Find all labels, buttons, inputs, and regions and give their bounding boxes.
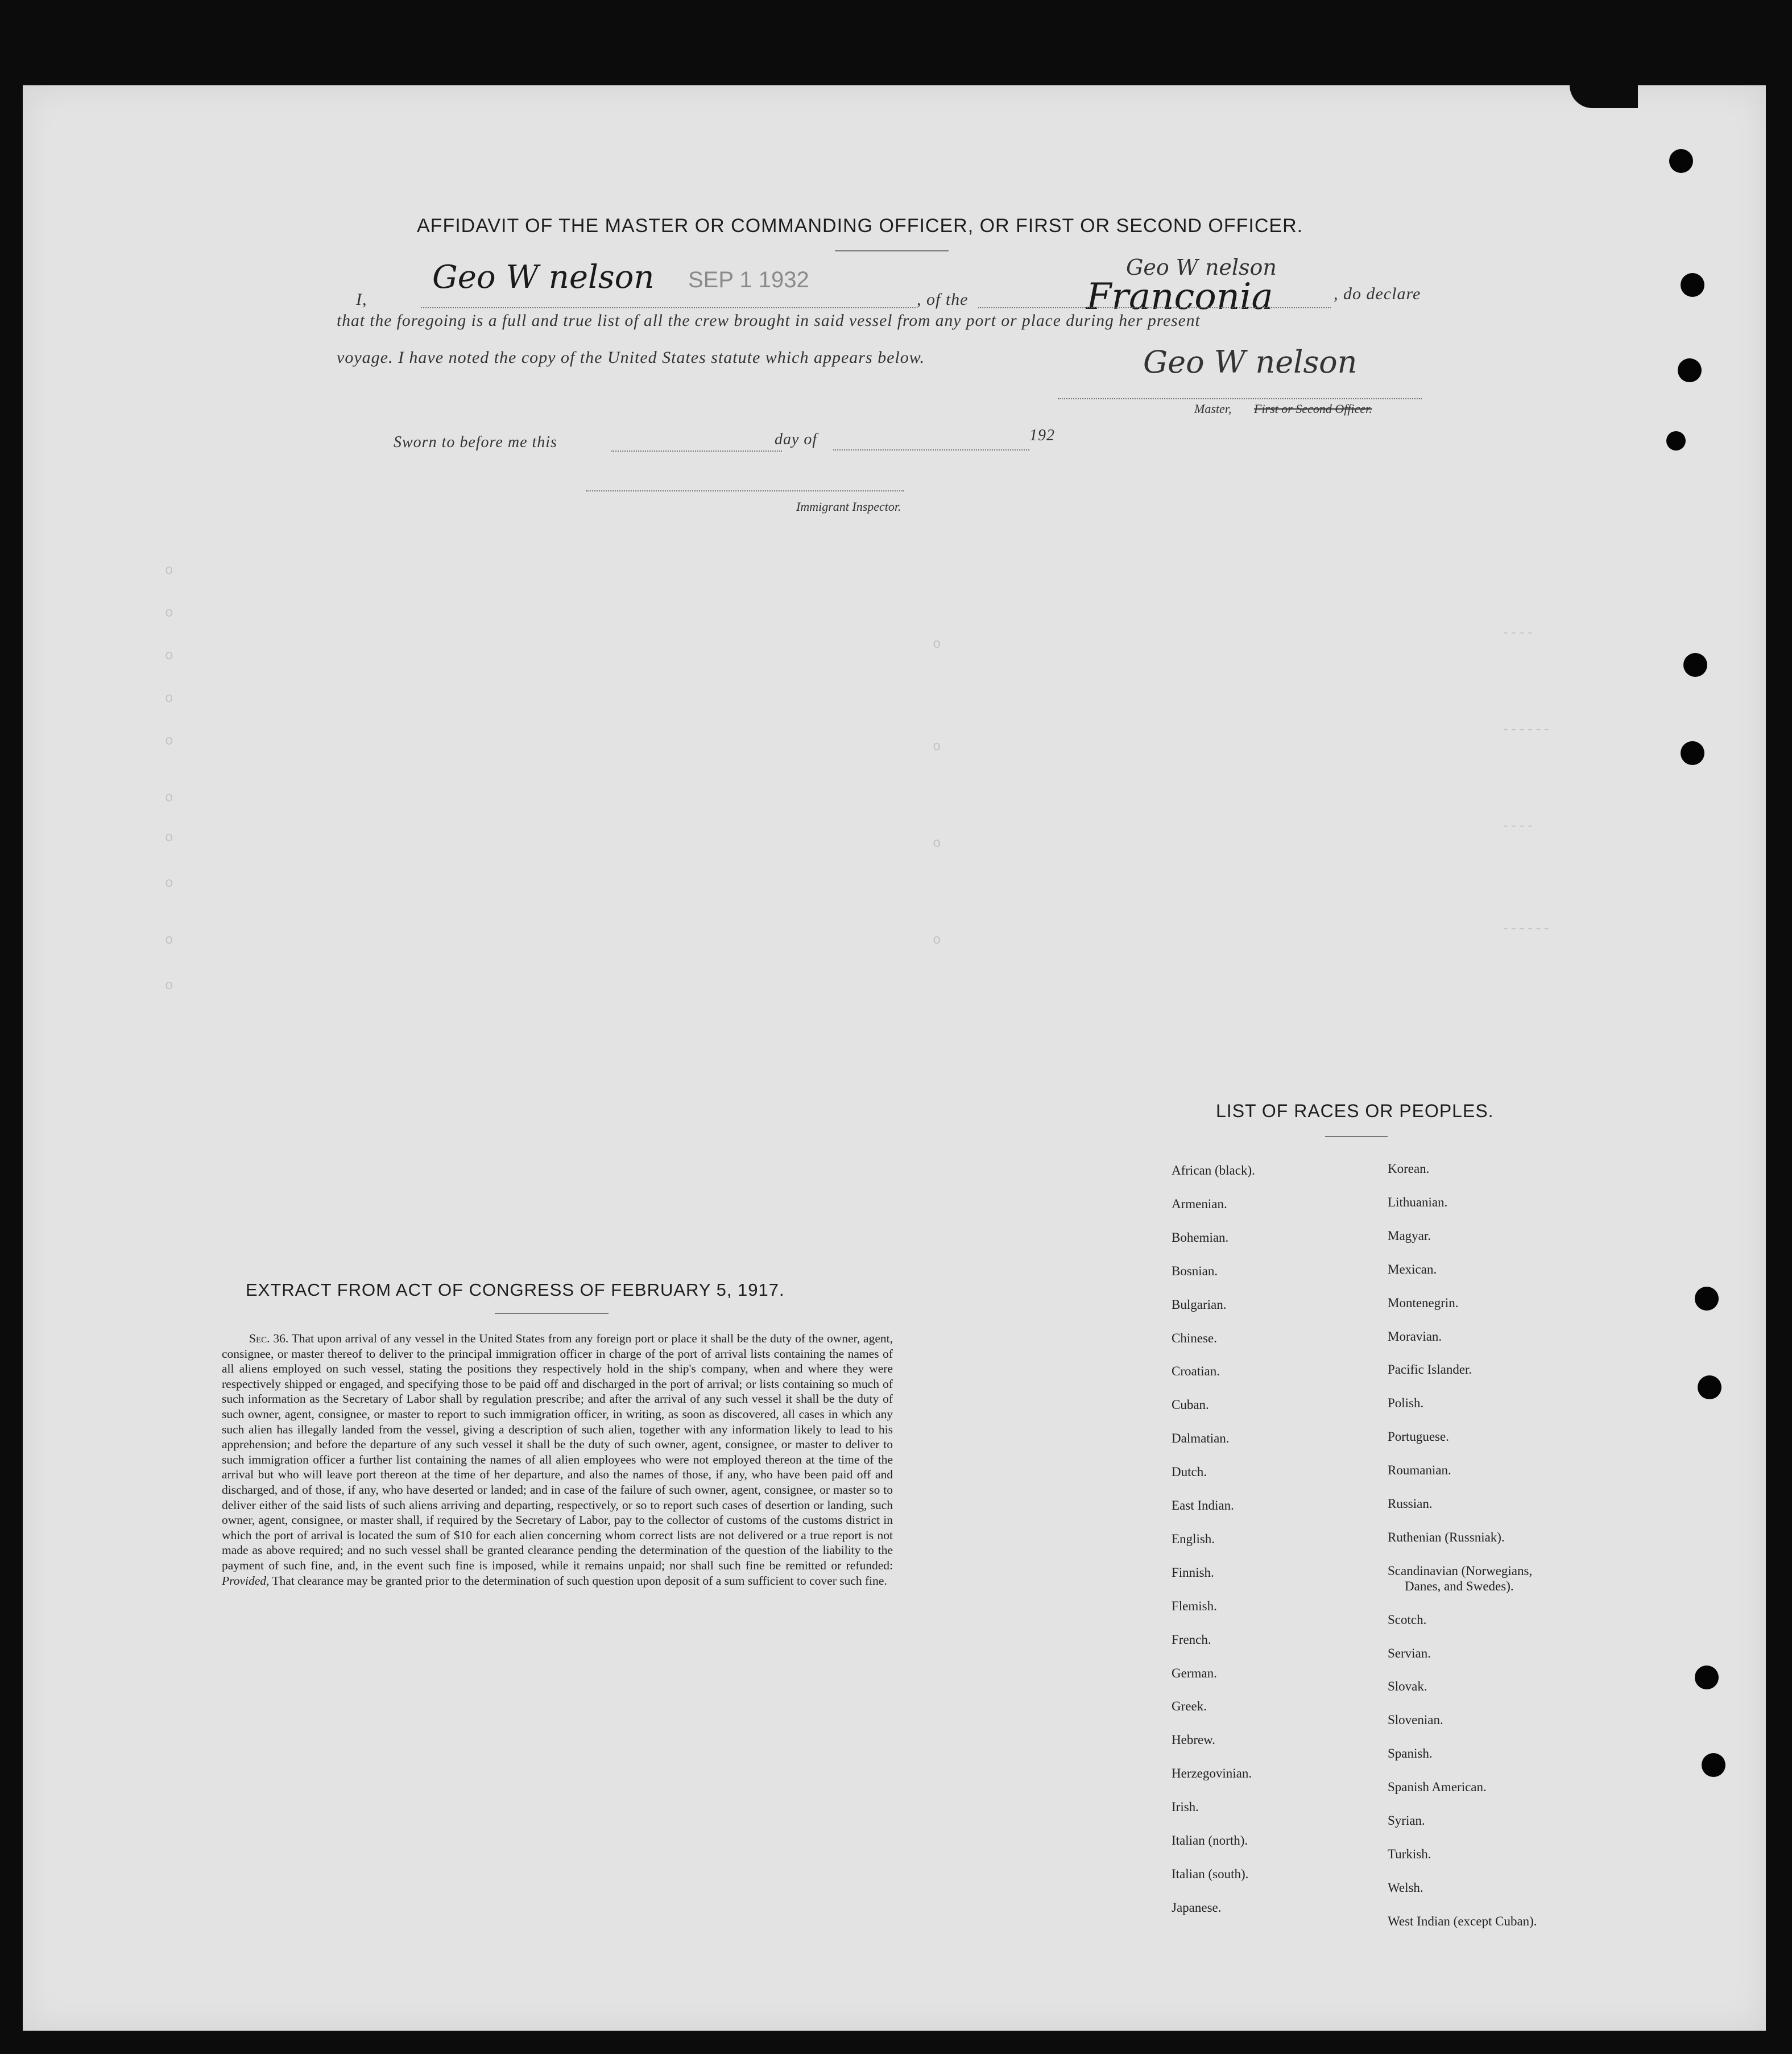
race-item: French.	[1172, 1632, 1211, 1647]
race-item: Pacific Islander.	[1388, 1362, 1472, 1377]
sworn-day-line	[611, 451, 782, 452]
race-item: Magyar.	[1388, 1228, 1431, 1243]
race-item: Spanish.	[1388, 1746, 1433, 1761]
sworn-day-label: day of	[775, 431, 818, 448]
inspector-label: Immigrant Inspector.	[796, 499, 901, 514]
punch-hole	[1681, 741, 1704, 765]
race-item: Flemish.	[1172, 1598, 1217, 1613]
race-item: Syrian.	[1388, 1813, 1425, 1828]
name-line	[421, 307, 916, 308]
punch-hole	[1678, 358, 1702, 382]
title-underline	[835, 250, 949, 251]
race-item: Turkish.	[1388, 1846, 1431, 1861]
race-item: Chinese.	[1172, 1330, 1217, 1345]
punch-hole	[1681, 273, 1704, 297]
torn-corner	[1570, 85, 1638, 108]
race-item: West Indian (except Cuban).	[1388, 1914, 1537, 1928]
sworn-text: Sworn to before me this	[394, 433, 557, 451]
race-item: Slovak.	[1388, 1679, 1427, 1694]
date-stamp: SEP 1 1932	[688, 267, 809, 292]
race-item: Moravian.	[1388, 1329, 1442, 1344]
race-item: Armenian.	[1172, 1196, 1227, 1211]
race-item: Mexican.	[1388, 1262, 1437, 1276]
punch-hole	[1683, 653, 1707, 677]
race-item: Cuban.	[1172, 1398, 1209, 1412]
race-item: Dalmatian.	[1172, 1431, 1230, 1446]
race-item: Finnish.	[1172, 1565, 1214, 1580]
race-item: Roumanian.	[1388, 1463, 1451, 1478]
document-page	[23, 85, 1766, 2031]
extract-title: EXTRACT FROM ACT OF CONGRESS OF FEBRUARY 5, 1917.	[246, 1280, 785, 1300]
handwritten-signer-name: Geo W nelson	[432, 259, 655, 296]
punch-hole	[1695, 1665, 1719, 1689]
punch-hole	[1666, 431, 1686, 451]
race-item: Bulgarian.	[1172, 1297, 1227, 1312]
race-item: Italian (north).	[1172, 1833, 1248, 1848]
race-item: Servian.	[1388, 1646, 1431, 1660]
race-item: Irish.	[1172, 1800, 1199, 1815]
race-item: Polish.	[1388, 1396, 1424, 1411]
race-item: Italian (south).	[1172, 1866, 1249, 1881]
affidavit-title: AFFIDAVIT OF THE MASTER OR COMMANDING OFFICER, OR FIRST OR SECOND OFFICER.	[417, 215, 1303, 237]
race-item: Dutch.	[1172, 1465, 1207, 1479]
affidavit-prefix: I,	[356, 290, 367, 309]
race-item: Russian.	[1388, 1497, 1433, 1511]
race-item: Spanish American.	[1388, 1780, 1487, 1795]
race-item: Scotch.	[1388, 1612, 1427, 1627]
race-item: Welsh.	[1388, 1880, 1423, 1895]
race-item: African (black).	[1172, 1163, 1255, 1177]
of-the-text: , of the	[917, 290, 969, 309]
master-signature: Geo W nelson	[1143, 344, 1358, 380]
race-item: Croatian.	[1172, 1364, 1220, 1379]
affidavit-line-3: voyage. I have noted the copy of the United States statute which appears below.	[337, 348, 925, 367]
sworn-month-line	[833, 449, 1029, 451]
vessel-line	[978, 307, 1331, 308]
signature-line	[1058, 398, 1422, 399]
master-label: Master,	[1194, 402, 1232, 416]
race-item: Scandinavian (Norwegians,	[1388, 1563, 1533, 1578]
punch-hole	[1669, 149, 1693, 173]
race-item: Slovenian.	[1388, 1713, 1443, 1727]
race-item: Portuguese.	[1388, 1429, 1449, 1444]
punch-hole	[1702, 1753, 1725, 1777]
handwritten-vessel-name: Franconia	[1086, 276, 1273, 318]
race-item: Hebrew.	[1172, 1733, 1216, 1747]
affidavit-line-2: that the foregoing is a full and true list of all the crew brought in said vessel from any port or place during her present	[337, 312, 1201, 330]
race-item: English.	[1172, 1531, 1215, 1546]
race-item: Bohemian.	[1172, 1230, 1229, 1245]
punch-hole	[1695, 1287, 1719, 1311]
proviso-text: That clearance may be granted prior to the determination of such question upon deposit of a sum sufficient to cover such fine.	[272, 1573, 887, 1588]
inspector-line	[586, 490, 904, 491]
race-item: Herzegovinian.	[1172, 1766, 1252, 1781]
race-item: East Indian.	[1172, 1498, 1234, 1512]
statute-text	[222, 1331, 893, 1588]
proviso-word: Provided,	[222, 1573, 270, 1588]
race-item: German.	[1172, 1665, 1217, 1680]
overwritten-name: Geo W nelson	[1126, 255, 1277, 280]
race-item: Montenegrin.	[1388, 1295, 1459, 1310]
race-item: Lithuanian.	[1388, 1195, 1448, 1209]
races-title: LIST OF RACES OR PEOPLES.	[1216, 1101, 1494, 1121]
race-item: Korean.	[1388, 1162, 1430, 1176]
section-label: Sec. 36.	[249, 1332, 289, 1345]
race-item: Bosnian.	[1172, 1263, 1218, 1278]
do-declare-text: , do declare	[1334, 284, 1421, 303]
race-item: Japanese.	[1172, 1900, 1222, 1915]
races-title-underline	[1325, 1136, 1388, 1137]
race-item: Danes, and Swedes).	[1405, 1578, 1514, 1593]
statute-body: That upon arrival of any vessel in the United States from any foreign port or place it shall be the duty of the owner, agent, consignee, or master thereof to deliver to the principal immigration officer in charge of the port of arrival lists containing the names of all aliens employed on such vessel, stating the positions they respectively hold in the ship's company, when and where they were respectively shipped or engaged, and specifying those to be paid off and discharged in the port of arrival; or lists containing so much of such information as the Secretary of Labor shall by regulation prescribe; and after the arrival of any such vessel it shall be the duty of such owner, agent, consignee, or master to report to such immigration officer, in writing, as soon as discovered, all cases in which any such alien has illegally landed from the vessel, giving a description of such alien, together with any information likely to lead to his apprehension; and before the departure of any such vessel it shall be the duty of such owner, agent, consignee, or master to deliver to such immigration officer a further list containing the names of all alien employees who were not employed thereon at the time of the arrival but who will leave port thereon at the time of her departure, and also the names of those, if any, who have been paid off and discharged, and of those, if any, who have deserted or landed; and in case of the failure of such owner, agent, consignee, or master so to deliver either of the said lists of such aliens arriving and departing, respectively, or so to report such cases of desertion or landing, such owner, agent, consignee, or master shall, if required by the Secretary of Labor, pay to the collector of customs of the customs district in which the port of arrival is located the sum of $10 for each alien concerning whom correct lists are not delivered or a true report is not made as above required; and no such vessel shall be granted clearance pending the determination of the question of the liability to the payment of such fine, and, in the event such fine is imposed, while it remains unpaid; nor shall such fine be remitted or refunded:	[222, 1332, 893, 1572]
race-item: Greek.	[1172, 1699, 1207, 1714]
race-item: Ruthenian (Russniak).	[1388, 1530, 1505, 1544]
extract-title-underline	[495, 1313, 609, 1314]
sworn-year: 192	[1029, 427, 1055, 444]
struck-officer-label: First or Second Officer.	[1254, 402, 1372, 416]
punch-hole	[1698, 1375, 1721, 1399]
